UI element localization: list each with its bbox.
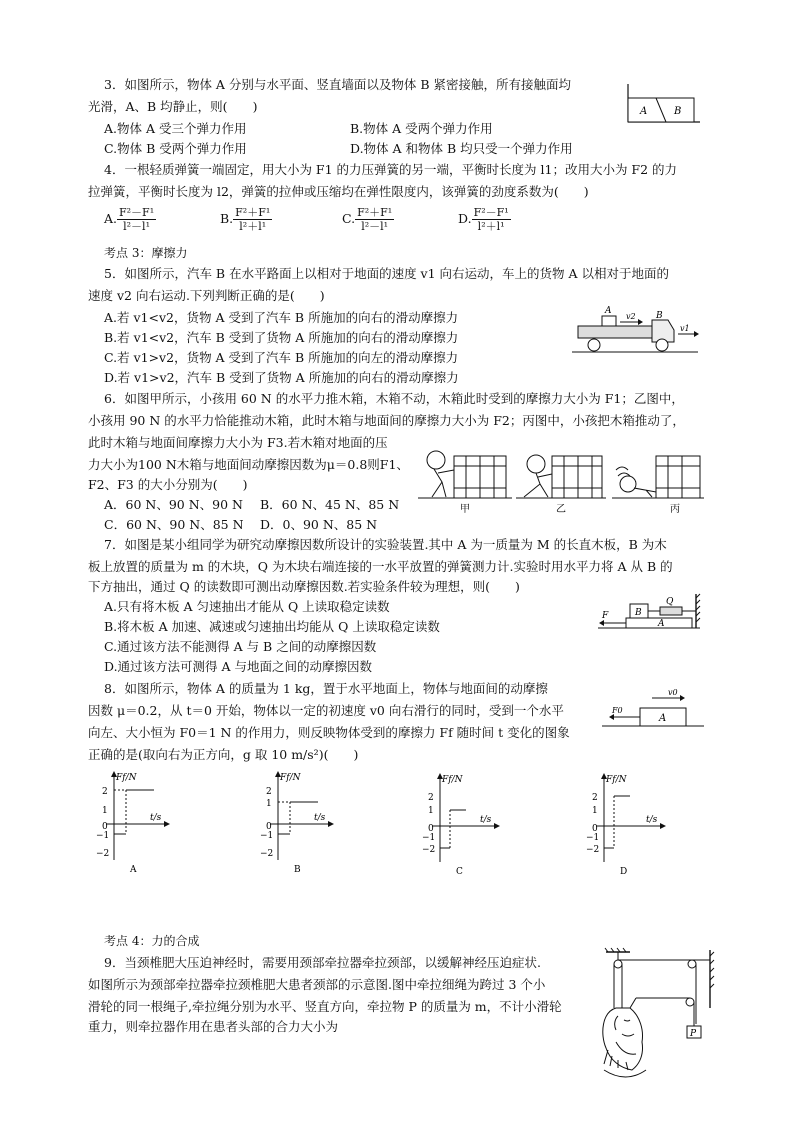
q3-option-c: C.物体 B 受两个弹力作用 <box>104 141 247 156</box>
q7-option-a: A.只有将木板 A 匀速抽出才能从 Q 上读取稳定读数 <box>104 599 390 614</box>
q6-option-c: C．60 N、90 N、85 N <box>104 517 244 532</box>
q8-stem-line2: 因数 μ＝0.2，从 t＝0 开始，物体以一定的初速度 v0 向右滑行的同时，受到一个水平 <box>88 703 564 718</box>
q6-stem-line1: 6．如图甲所示，小孩用 60 N 的水平力推木箱，木箱不动，木箱此时受到的摩擦力大小为 F1；乙图中， <box>104 391 684 406</box>
q9-fig-label-p: P <box>690 1029 697 1039</box>
q8-stem-line4: 正确的是(取向右为正方向，g 取 10 m/s²)( ) <box>88 747 359 762</box>
graph-a-tick-0: 0 <box>102 822 108 832</box>
q6-children-figure <box>416 440 706 516</box>
q6-option-b: B．60 N、45 N、85 N <box>260 497 400 512</box>
q8-fig-label-a: A <box>659 713 667 724</box>
graph-a-tick-m2: −2 <box>96 849 110 859</box>
q6-stem-line2: 小孩用 90 N 的水平力恰能推动木箱，此时木箱与地面间的摩擦力大小为 F2；丙图中，小孩把木箱推动了， <box>88 413 685 428</box>
graph-b-tick-1: 1 <box>266 799 272 809</box>
q5-option-b: B.若 v1<v2，汽车 B 受到了货物 A 所施加的向右的滑动摩擦力 <box>104 330 459 345</box>
q6-stem-line3: 此时木箱与地面间摩擦力大小为 F3.若木箱对地面的压 <box>88 435 388 450</box>
graph-a-ylabel: Ff/N <box>116 773 137 783</box>
q7-apparatus-figure <box>596 590 702 632</box>
graph-a-tick-m1: −1 <box>96 831 110 841</box>
graph-b-tick-0: 0 <box>266 822 272 832</box>
q8-block-figure <box>600 686 706 730</box>
q5-option-a: A.若 v1<v2，货物 A 受到了汽车 B 所施加的向右的滑动摩擦力 <box>104 310 459 325</box>
graph-b-tick-2: 2 <box>266 787 272 797</box>
q8-fig-label-v0: v0 <box>668 688 678 697</box>
graph-c-tick-m2: −2 <box>422 845 436 855</box>
q4-option-c: C. $\frac{\text{F²＋F¹}}{\text{l²－l¹}}$ <box>342 206 393 233</box>
q7-option-d: D.通过该方法可测得 A 与地面之间的动摩擦因数 <box>104 659 373 674</box>
q9-stem-line1: 9．当颈椎肥大压迫神经时，需要用颈部牵拉器牵拉颈部，以缓解神经压迫症状. <box>104 955 541 970</box>
q9-stem-line4: 重力，则牵拉器作用在患者头部的合力大小为 <box>88 1019 339 1034</box>
q5-fig-label-v2: v2 <box>626 312 636 321</box>
q7-fig-label-a: A <box>658 619 665 629</box>
q9-stem-line3: 滑轮的同一根绳子,牵拉绳分别为水平、竖直方向，牵拉物 P 的质量为 m，不计小滑轮 <box>88 999 562 1014</box>
q8-graph-a <box>92 768 172 876</box>
graph-d-tick-m1: −1 <box>586 833 600 843</box>
q5-fig-label-b: B <box>656 311 663 321</box>
q6-option-d: D．0、90 N、85 N <box>260 517 378 532</box>
graph-c-ylabel: Ff/N <box>442 775 463 785</box>
q7-fig-label-q: Q <box>666 597 674 607</box>
q9-traction-figure <box>596 946 716 1088</box>
graph-b-xlabel: t/s <box>314 813 326 823</box>
q3-stem-line2: 光滑，A、B 均静止，则( ) <box>88 99 258 114</box>
graph-d-tick-m2: −2 <box>586 845 600 855</box>
q8-stem-line3: 向左、大小恒为 F0＝1 N 的作用力，则反映物体受到的摩擦力 Ff 随时间 t 变化的图象 <box>88 725 570 740</box>
graph-c-tick-0: 0 <box>428 824 434 834</box>
q5-option-c: C.若 v1>v2，货物 A 受到了汽车 B 所施加的向左的滑动摩擦力 <box>104 350 459 365</box>
q7-fig-label-f: F <box>602 611 609 621</box>
q3-fig-label-a: A <box>640 106 648 117</box>
q7-stem-line2: 板上放置的质量为 m 的木块，Q 为木块右端连接的一水平放置的弹簧测力计.实验时用水平力将 A 从 B 的 <box>88 559 673 574</box>
graph-b-tick-m2: −2 <box>260 849 274 859</box>
graph-a-xlabel: t/s <box>150 813 162 823</box>
graph-d-letter: D <box>620 867 628 877</box>
graph-a-tick-1: 1 <box>102 806 108 816</box>
q8-stem-line1: 8．如图所示，物体 A 的质量为 1 kg，置于水平地面上，物体与地面间的动摩擦 <box>104 681 548 696</box>
q5-fig-label-v1: v1 <box>680 324 690 333</box>
graph-c-tick-1: 1 <box>428 806 434 816</box>
graph-c-xlabel: t/s <box>480 815 492 825</box>
graph-d-xlabel: t/s <box>646 815 658 825</box>
q4-option-a: A. $\frac{\text{F²－F¹}}{\text{l²－l¹}}$ <box>104 206 155 233</box>
q4-stem-line2: 拉弹簧，平衡时长度为 l2，弹簧的拉伸或压缩均在弹性限度内，该弹簧的劲度系数为( ) <box>88 184 589 199</box>
q3-figure <box>622 82 704 128</box>
section-heading-4: 考点 4：力的合成 <box>104 934 200 948</box>
q9-stem-line2: 如图所示为颈部牵拉器牵拉颈椎肥大患者颈部的示意图.图中牵拉细绳为跨过 3 个小 <box>88 977 546 992</box>
q6-stem-line4: 力大小为100 N木箱与地面间动摩擦因数为μ＝0.8则F1、 <box>88 457 409 472</box>
section-heading-3: 考点 3：摩擦力 <box>104 246 188 260</box>
q5-stem-line1: 5．如图所示，汽车 B 在水平路面上以相对于地面的速度 v1 向右运动，车上的货物 A 以相对于地面的 <box>104 266 670 281</box>
q7-option-c: C.通过该方法不能测得 A 与 B 之间的动摩擦因数 <box>104 639 377 654</box>
q6-fig-label-jia: 甲 <box>460 504 470 515</box>
q3-option-b: B.物体 A 受两个弹力作用 <box>350 121 493 136</box>
q5-stem-line2: 速度 v2 向右运动.下列判断正确的是( ) <box>88 288 325 303</box>
q4-stem-line1: 4．一根轻质弹簧一端固定，用大小为 F1 的力压弹簧的另一端，平衡时长度为 l1；改用大小为 F2 的力 <box>104 162 678 177</box>
q5-truck-figure <box>570 302 700 356</box>
q8-graph-d <box>582 770 668 878</box>
q7-stem-line3: 下方抽出，通过 Q 的读数即可测出动摩擦因数.若实验条件较为理想，则( ) <box>88 579 520 594</box>
q3-fig-label-b: B <box>674 106 682 117</box>
q3-option-a: A.物体 A 受三个弹力作用 <box>104 121 247 136</box>
q7-stem-line1: 7．如图是某小组同学为研究动摩擦因数所设计的实验装置.其中 A 为一质量为 M 的长直木板，B 为木 <box>104 537 667 552</box>
q3-stem-line1: 3．如图所示，物体 A 分别与水平面、竖直墙面以及物体 B 紧密接触，所有接触面均 <box>104 77 572 92</box>
graph-c-tick-2: 2 <box>428 793 434 803</box>
graph-d-ylabel: Ff/N <box>606 775 627 785</box>
q5-option-d: D.若 v1>v2，汽车 B 受到了货物 A 所施加的向右的滑动摩擦力 <box>104 370 459 385</box>
q5-fig-label-a: A <box>605 306 612 316</box>
q4-option-b: B. $\frac{\text{F²＋F¹}}{\text{l²＋l¹}}$ <box>220 206 271 233</box>
graph-d-tick-1: 1 <box>592 806 598 816</box>
q3-option-d: D.物体 A 和物体 B 均只受一个弹力作用 <box>350 141 573 156</box>
q6-fig-label-bing: 丙 <box>670 504 680 515</box>
graph-b-tick-m1: −1 <box>260 831 274 841</box>
q7-fig-label-b: B <box>635 608 642 618</box>
q6-fig-label-yi: 乙 <box>556 504 566 515</box>
q6-stem-line5: F2、F3 的大小分别为( ) <box>88 477 248 492</box>
q8-graph-b <box>256 768 336 876</box>
graph-d-tick-0: 0 <box>592 824 598 834</box>
graph-a-letter: A <box>130 865 137 875</box>
graph-c-letter: C <box>456 867 463 877</box>
graph-a-tick-2: 2 <box>102 787 108 797</box>
graph-c-tick-m1: −1 <box>422 833 436 843</box>
graph-b-letter: B <box>294 865 301 875</box>
q8-fig-label-f0: F0 <box>612 706 623 715</box>
q4-option-d: D. $\frac{\text{F²－F¹}}{\text{l²＋l¹}}$ <box>458 206 509 233</box>
q8-graph-c <box>418 770 502 878</box>
q7-option-b: B.将木板 A 加速、减速或匀速抽出均能从 Q 上读取稳定读数 <box>104 619 440 634</box>
graph-d-tick-2: 2 <box>592 793 598 803</box>
q6-option-a: A．60 N、90 N、90 N <box>104 497 243 512</box>
graph-b-ylabel: Ff/N <box>280 773 301 783</box>
